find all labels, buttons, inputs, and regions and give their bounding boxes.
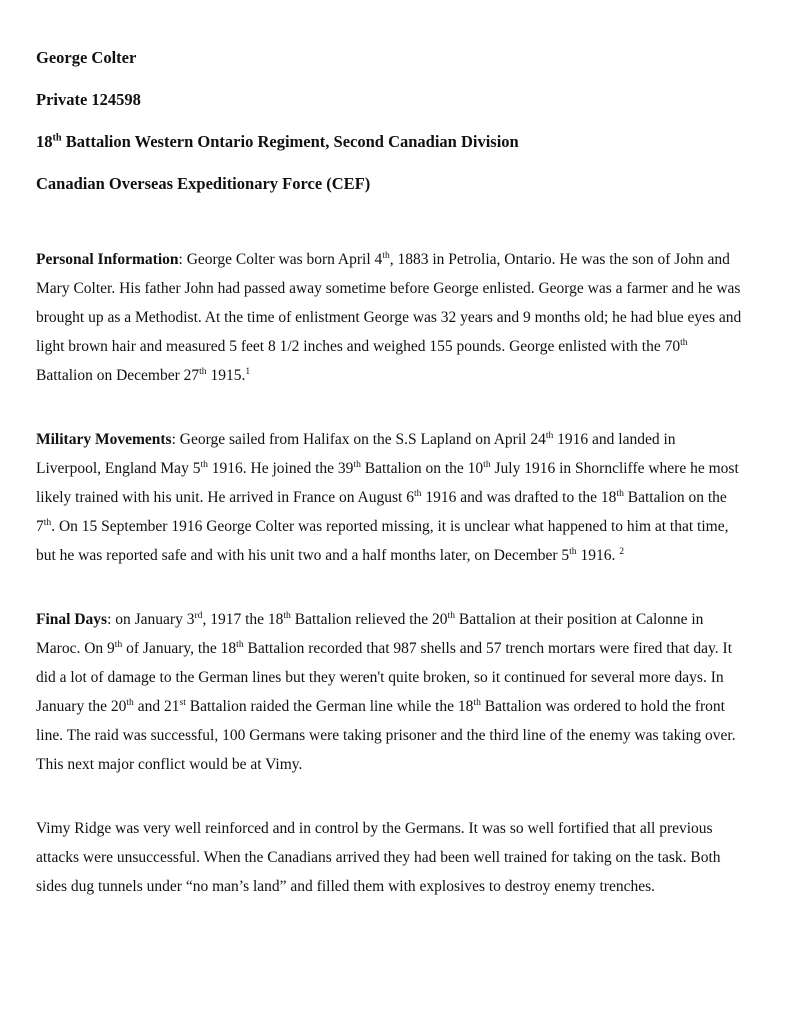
document-body — [36, 245, 744, 936]
text-run: Battalion recorded that 987 shells and 57 trench mortars were fired that day. It did a lot of damage to the German lines but they weren't quite broken, so it continued for several more days. In January the 20 — [36, 640, 733, 715]
superscript-text: th — [43, 516, 52, 528]
superscript-text: th — [616, 487, 624, 499]
text-run: Battalion on the 7 — [36, 489, 727, 535]
superscript-text: th — [545, 429, 554, 441]
text-run: July 1916 in Shorncliffe where he most likely trained with his unit. He arrived in France on August 6 — [36, 460, 739, 506]
document-header — [36, 43, 744, 211]
text-run: Battalion on December 27 — [36, 367, 200, 384]
superscript-text: 2 — [619, 545, 625, 557]
paragraph — [36, 85, 744, 114]
text-run: . On 15 September 1916 George Colter was reported missing, it is unclear what happened to him at that time, but he was reported safe and with his unit two and a half months later, on December 5 — [36, 518, 729, 564]
text-run: and 21 — [133, 698, 180, 715]
superscript-text: th — [52, 132, 62, 144]
text-run: Battalion at their position at Calonne in Maroc. On 9 — [36, 611, 704, 657]
text-run: 1916 and was drafted to the 18 — [421, 489, 617, 506]
superscript-text: th — [382, 249, 390, 261]
paragraph — [36, 814, 744, 901]
text-run: 1916. He joined the 39 — [207, 460, 354, 477]
text-run: , 1917 the 18 — [202, 611, 284, 628]
paragraph — [36, 245, 744, 390]
superscript-text: th — [680, 336, 688, 348]
text-run: : George Colter was born April 4 — [178, 251, 383, 268]
superscript-text: th — [447, 609, 456, 621]
paragraph — [36, 425, 744, 570]
text-run: 1915. — [206, 367, 246, 384]
text-run: Military Movements — [36, 431, 172, 448]
text-run: : on January 3 — [107, 611, 195, 628]
text-run: Battalion relieved the 20 — [290, 611, 448, 628]
superscript-text: th — [569, 545, 577, 557]
text-run: 1916 and landed in Liverpool, England May 5 — [36, 431, 676, 477]
paragraph — [36, 127, 744, 156]
superscript-text: th — [126, 696, 134, 708]
text-run: Canadian Overseas Expeditionary Force (CEF) — [36, 174, 371, 193]
text-run: 18 — [36, 132, 53, 151]
text-run: Private 124598 — [36, 90, 141, 109]
text-run: , 1883 in Petrolia, Ontario. He was the son of John and Mary Colter. His father John had passed away sometime before George enlisted. George was a farmer and he was brought up as a Methodist. At the time of enlistment George was 32 years and 9 months old; he had blue eyes and light brown hair and measured 5 feet 8 1/2 inches and weighed 155 pounds. George enlisted with the 70 — [36, 251, 742, 355]
superscript-text: 1 — [245, 365, 251, 377]
superscript-text: th — [236, 638, 244, 650]
text-run: Battalion on the 10 — [360, 460, 484, 477]
paragraph — [36, 169, 744, 198]
superscript-text: th — [353, 458, 361, 470]
superscript-text: th — [283, 609, 291, 621]
text-run: Final Days — [36, 611, 108, 628]
superscript-text: st — [179, 696, 186, 708]
superscript-text: th — [483, 458, 491, 470]
superscript-text: th — [114, 638, 123, 650]
superscript-text: th — [200, 458, 208, 470]
text-run: Battalion raided the German line while the 18 — [185, 698, 474, 715]
paragraph — [36, 605, 744, 779]
superscript-text: th — [413, 487, 422, 499]
text-run: of January, the 18 — [122, 640, 237, 657]
text-run: George Colter — [36, 48, 137, 67]
text-run: : George sailed from Halifax on the S.S Lapland on April 24 — [171, 431, 546, 448]
superscript-text: rd — [194, 609, 203, 621]
text-run: 1916. — [576, 547, 620, 564]
text-run: Battalion Western Ontario Regiment, Second Canadian Division — [61, 132, 519, 151]
superscript-text: th — [199, 365, 207, 377]
paragraph — [36, 43, 744, 72]
text-run: Battalion was ordered to hold the front line. The raid was successful, 100 Germans were taking prisoner and the third line of the enemy was taking over. This next major conflict would be at Vimy. — [36, 698, 736, 773]
text-run: Vimy Ridge was very well reinforced and in control by the Germans. It was so well fortified that all previous attacks were unsuccessful. When the Canadians arrived they had been well trained for taking on the task. Both sides dug tunnels under “no man’s land” and filled them with explosives to destroy enemy trenches. — [36, 820, 721, 895]
superscript-text: th — [473, 696, 481, 708]
text-run: Personal Information — [36, 251, 179, 268]
